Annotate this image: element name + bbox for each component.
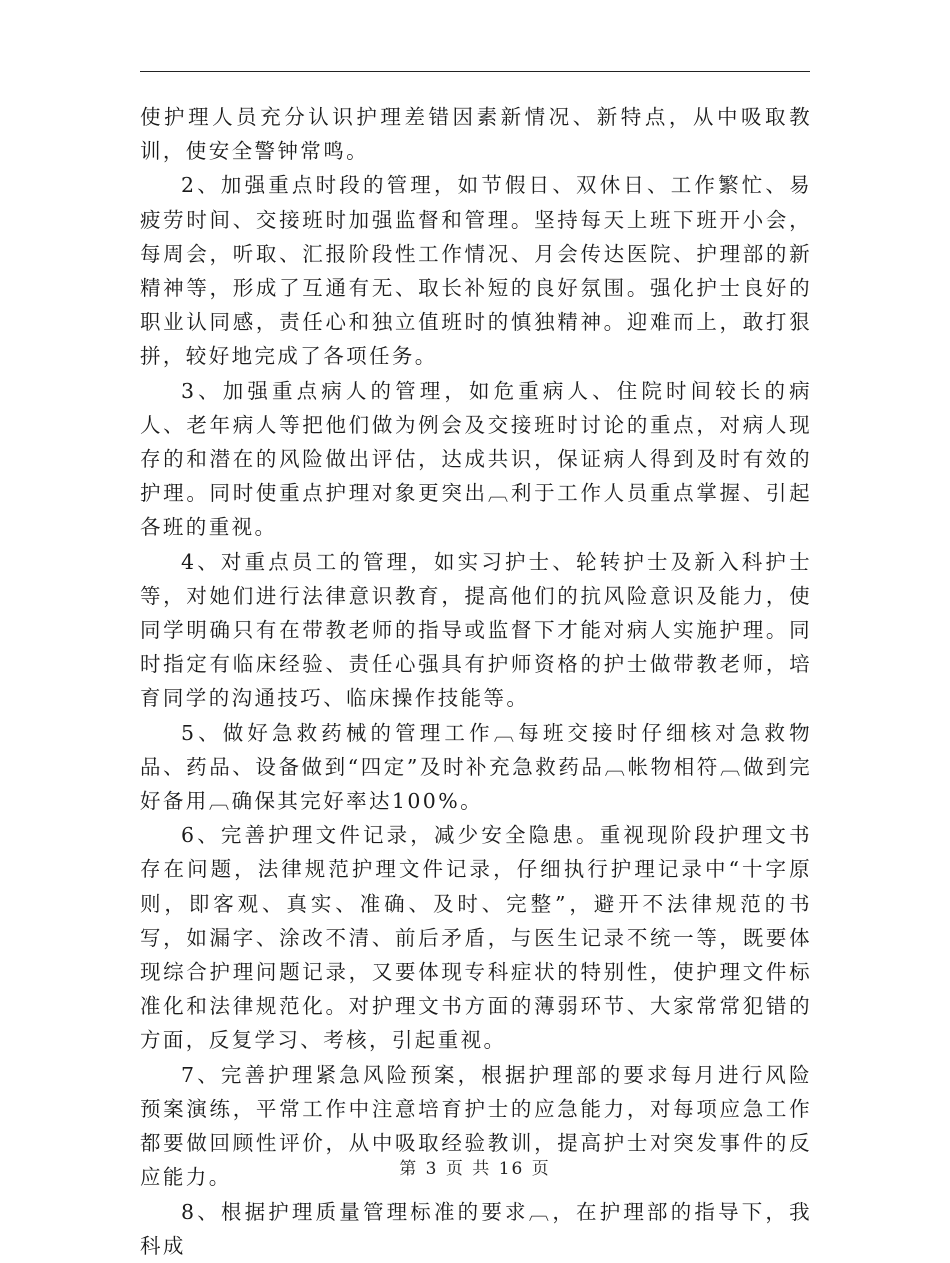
paragraph-item-5: 5、做好急救药械的管理工作︹每班交接时仔细核对急救物品、药品、设备做到“四定”及时补充急救药品︹帐物相符︹做到完好备用︹确保其完好率达100%。 — [140, 720, 812, 814]
paragraph-continuation: 使护理人员充分认识护理差错因素新情况、新特点，从中吸取教训，使安全警钟常鸣。 — [140, 105, 812, 164]
paragraph-item-6: 6、完善护理文件记录，减少安全隐患。重视现阶段护理文书存在问题，法律规范护理文件记录，仔细执行护理记录中“十字原则，即客观、真实、准确、及时、完整”，避开不法律规范的书写，如漏字、涂改不清、前后矛盾，与医生记录不统一等，既要体现综合护理问题记录，又要体现专科症状的特别性，使护理文件标准化和法律规范化。对护理文书方面的薄弱环节、大家常常犯错的方面，反复学习、考核，引起重视。 — [140, 823, 812, 1053]
paragraph-item-3: 3、加强重点病人的管理，如危重病人、住院时间较长的病人、老年病人等把他们做为例会及交接班时讨论的重点，对病人现存的和潜在的风险做出评估，达成共识，保证病人得到及时有效的护理。同时使重点护理对象更突出︹利于工作人员重点掌握、引起各班的重视。 — [140, 378, 812, 540]
paragraph-item-8: 8、根据护理质量管理标准的要求︹，在护理部的指导下，我科成 — [140, 1199, 812, 1258]
paragraph-item-4: 4、对重点员工的管理，如实习护士、轮转护士及新入科护士等，对她们进行法律意识教育，提高他们的抗风险意识及能力，使同学明确只有在带教老师的指导或监督下才能对病人实施护理。同时指定有临床经验、责任心强具有护师资格的护士做带教老师，培育同学的沟通技巧、临床操作技能等。 — [140, 549, 812, 711]
document-body — [140, 100, 812, 1263]
paragraph-item-7: 7、完善护理紧急风险预案，根据护理部的要求每月进行风险预案演练，平常工作中注意培育护士的应急能力，对每项应急工作都要做回顾性评价，从中吸取经验教训，提高护士对突发事件的反应能力。 — [140, 1062, 812, 1190]
page-number-footer: 第 3 页 共 16 页 — [399, 1159, 551, 1179]
paragraph-item-2: 2、加强重点时段的管理，如节假日、双休日、工作繁忙、易疲劳时间、交接班时加强监督和管理。坚持每天上班下班开小会，每周会，听取、汇报阶段性工作情况、月会传达医院、护理部的新精神等，形成了互通有无、取长补短的良好氛围。强化护士良好的职业认同感，责任心和独立值班时的慎独精神。迎难而上，敢打狠拼，较好地完成了各项任务。 — [140, 173, 812, 369]
header-rule — [140, 71, 810, 72]
